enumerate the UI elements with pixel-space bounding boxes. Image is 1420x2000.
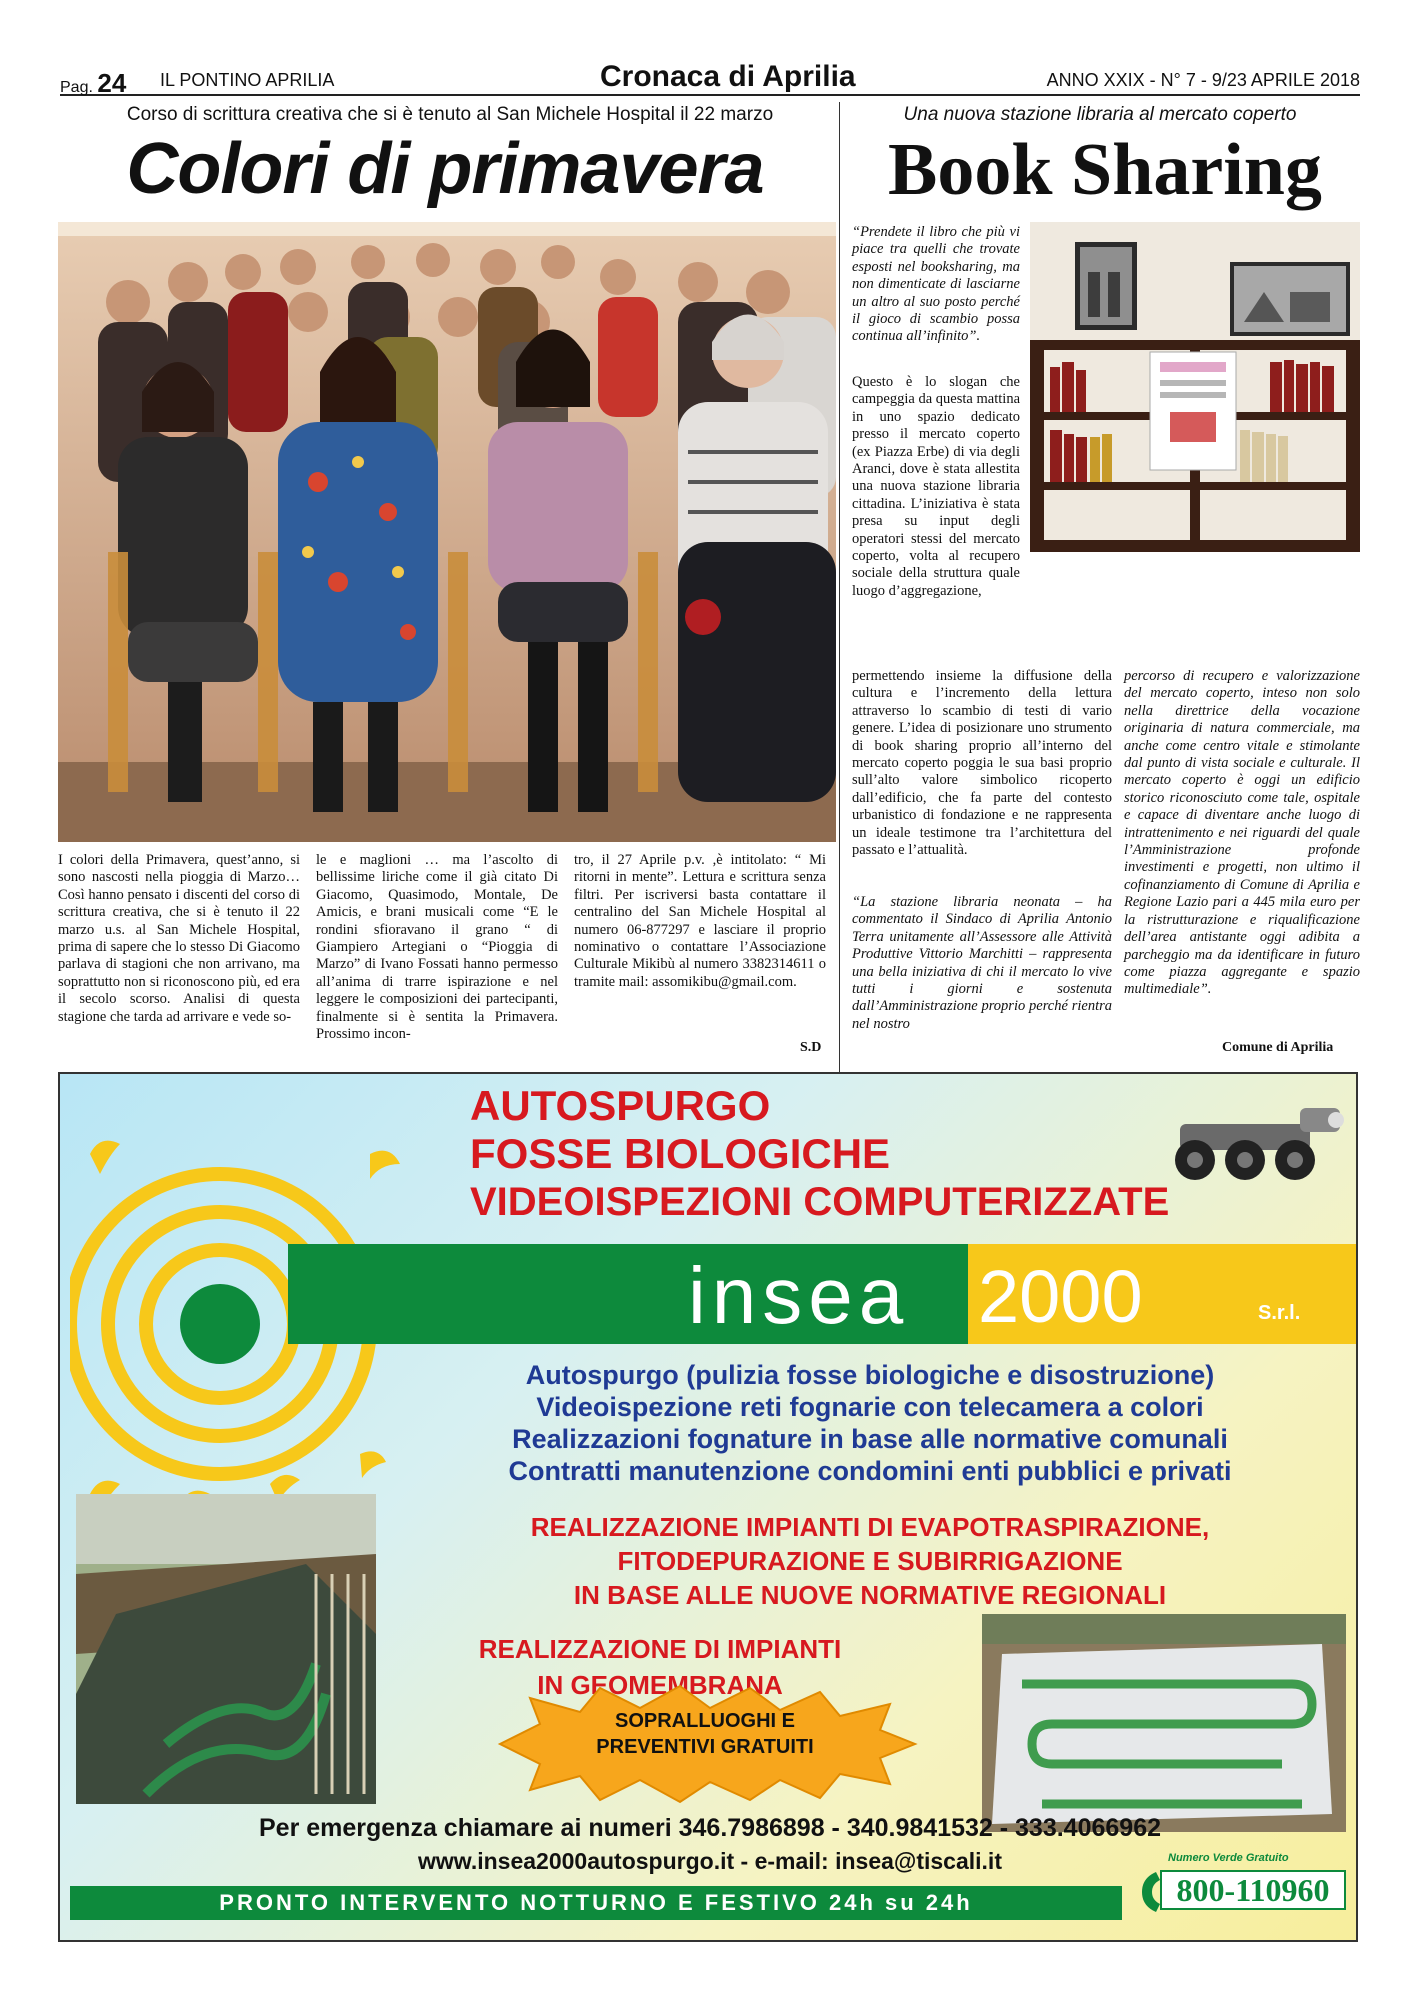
section-title: Cronaca di Aprilia	[600, 60, 856, 93]
book-sharing-column-1-top: Questo è lo slogan che campeggia da questa mattina in uno spazio dedicato presso il mercato coperto (ex Piazza Erbe) di via degli Aranci, dove è stata allestita una nuova stazione libraria cittadina. L’iniziativa è stata presa su input degli operatori stessi del mercato coperto, volta al recupero sociale della struttura quale luogo d’aggregazione,	[852, 374, 1020, 599]
right-headline: Book Sharing	[888, 129, 1322, 211]
book-sharing-intro: “Prendete il libro che più vi piace tra quelli che trovate esposti nel booksharing, ma non dimenticate di lasciarne un altro al suo posto perché il gioco di scambio possa continua all’infinito”.	[852, 224, 1020, 345]
phone-icon	[1138, 1870, 1162, 1914]
left-article-column-1: I colori della Primavera, quest’anno, si sono nascosti nella pioggia di Marzo… Così hanno pensato i discenti del corso di scrittura creativa, che si è tenuto il 22 marzo u.s. al San Michele Hospital, prima di sapere che lo stesso Di Giacomo parlava di stagioni che non arrivano, ma soprattutto non si riconoscono più, ed era il secolo scorso. Analisi di questa stagione che tarda ad arrivare e vede so-	[58, 852, 300, 1025]
geo-block-line-1: REALIZZAZIONE DI IMPIANTI	[478, 1634, 842, 1664]
left-kicker: Corso di scrittura creativa che si è tenuto al San Michele Hospital il 22 marzo	[126, 104, 774, 125]
red-block-line-3: IN BASE ALLE NUOVE NORMATIVE REGIONALI	[573, 1580, 1167, 1610]
numero-verde	[1138, 1850, 1348, 1930]
page-header	[60, 60, 1360, 96]
brand-band	[288, 1244, 1358, 1344]
brand-number: 2000	[978, 1255, 1143, 1338]
inspection-robot-icon	[1150, 1094, 1350, 1184]
book-sharing-column-2: percorso di recupero e valorizzazione del mercato coperto, inteso non solo nella direttrice della vocazione originaria di natura commerciale, ma anche come centro vitale e stimolante dal punto di vista sociale e culturale. Il mercato coperto è oggi un edificio storico riconosciuto come tale, ospitale e capace di diventare anche luogo di intrattenimento e nei riguardi del quale l’Amministrazione profonde investimenti e progetti, non ultimo il cofinanziamento di Comune di Aprilia e Regione Lazio pari a 445 mila euro per la ristrutturazione e riqualificazione dell’area antistante oggi adibita a parcheggio ma da identificare in futuro come piazza aggregante e spazio multimediale”.	[1124, 668, 1360, 998]
column-divider	[839, 102, 840, 1102]
insea-advertisement	[58, 1072, 1358, 1942]
left-signature: S.D	[800, 1040, 822, 1055]
red-block-line-1: REALIZZAZIONE IMPIANTI DI EVAPOTRASPIRAZIONE,	[530, 1512, 1210, 1542]
service-line-2: Videoispezione reti fognarie con telecamera a colori	[536, 1392, 1204, 1422]
publication-name: IL PONTINO APRILIA	[160, 70, 335, 90]
numero-verde-value: 800-110960	[1160, 1870, 1346, 1910]
right-kicker: Una nuova stazione libraria al mercato coperto	[903, 104, 1297, 125]
left-article-column-3: tro, il 27 Aprile p.v. ,è intitolato: “ Mi ritorni in mente”. Lettura e scrittura senza filtri. Per iscriversi basta contattare il centralino del San Michele Hospital al numero 06-877297 e lasciare il proprio nominativo o contattare l’Associazione Culturale Mikibù al numero 3382314611 o tramite mail: assomikibu@gmail.com.	[574, 852, 826, 990]
issue-info: ANNO XXIX - N° 7 - 9/23 APRILE 2018	[1046, 70, 1360, 90]
group-photo	[58, 222, 836, 842]
ad-title-line-1: AUTOSPURGO	[470, 1082, 771, 1129]
web-email: www.insea2000autospurgo.it - e-mail: insea@tiscali.it	[418, 1848, 1002, 1874]
page-label: Pag.	[60, 79, 93, 96]
starburst-line-1: SOPRALLUOGHI E	[614, 1710, 795, 1732]
ad-title-line-2: FOSSE BIOLOGICHE	[470, 1130, 891, 1177]
brand-name: insea	[688, 1251, 910, 1340]
page-number	[60, 68, 126, 99]
service-line-3: Realizzazioni fognature in base alle normative comunali	[512, 1424, 1228, 1454]
emergency-numbers: Per emergenza chiamare ai numeri 346.7986898 - 340.9841532 - 333.4066962	[258, 1814, 1162, 1842]
page-number-value: 24	[97, 68, 127, 98]
evapotranspiration-photo	[76, 1494, 376, 1804]
pronto-intervento-banner: PRONTO INTERVENTO NOTTURNO E FESTIVO 24h su 24h	[70, 1886, 1122, 1920]
brand-suffix: S.r.l.	[1258, 1302, 1301, 1324]
left-article-column-2: le e maglioni … ma l’ascolto di bellissime liriche come il già citato Di Giacomo, Quasimodo, Montale, De Amicis, e brani musicali come “E le rondini sfioravano il grano “ di Giampiero Artegiani o “Pioggia di Marzo” di Ivano Fossati hanno permesso all’anima di trarre ispirazione e nel leggere le composizioni dei partecipanti, finalmente si è sentita la Primavera. Prossimo incon-	[316, 852, 558, 1043]
right-signature: Comune di Aprilia	[1222, 1040, 1334, 1055]
left-headline: Colori di primavera	[126, 129, 764, 209]
geo-block-line-2: IN GEOMEMBRANA	[537, 1670, 783, 1700]
ad-title-line-3: VIDEOISPEZIONI COMPUTERIZZATE	[470, 1180, 1170, 1224]
service-line-1: Autospurgo (pulizia fosse biologiche e disostruzione)	[525, 1360, 1215, 1390]
numero-verde-label: Numero Verde Gratuito	[1168, 1852, 1289, 1864]
geomembrane-photo	[982, 1614, 1346, 1832]
service-line-4: Contratti manutenzione condomini enti pubblici e privati	[508, 1456, 1232, 1486]
starburst-line-2: PREVENTIVI GRATUITI	[596, 1736, 814, 1758]
book-sharing-column-1-bottom: permettendo insieme la diffusione della cultura e l’incremento della lettura attraverso lo scambio di testi di vario genere. L’idea di posizionare uno strumento di book sharing proprio all’interno del mercato coperto poggia le sua basi proprio sull’alto valore simbolico ricoperto dall’edificio, che fa parte del contesto urbanistico di fondazione e ne rappresenta un ideale testimone tra l’architettura del passato e l’attualità.	[852, 668, 1112, 859]
mayor-quote: “La stazione libraria neonata – ha commentato il Sindaco di Aprilia Antonio Terra unitamente all’Assessore alle Attività Produttive Vittorio Marchitti – rappresenta una bella iniziativa di chi il mercato lo vive tutti i giorni e sostenuta dall’Amministrazione proprio perché rientra nel nostro	[852, 894, 1112, 1032]
bookshelf-photo	[1030, 222, 1360, 552]
red-block-line-2: FITODEPURAZIONE E SUBIRRIGAZIONE	[617, 1546, 1123, 1576]
